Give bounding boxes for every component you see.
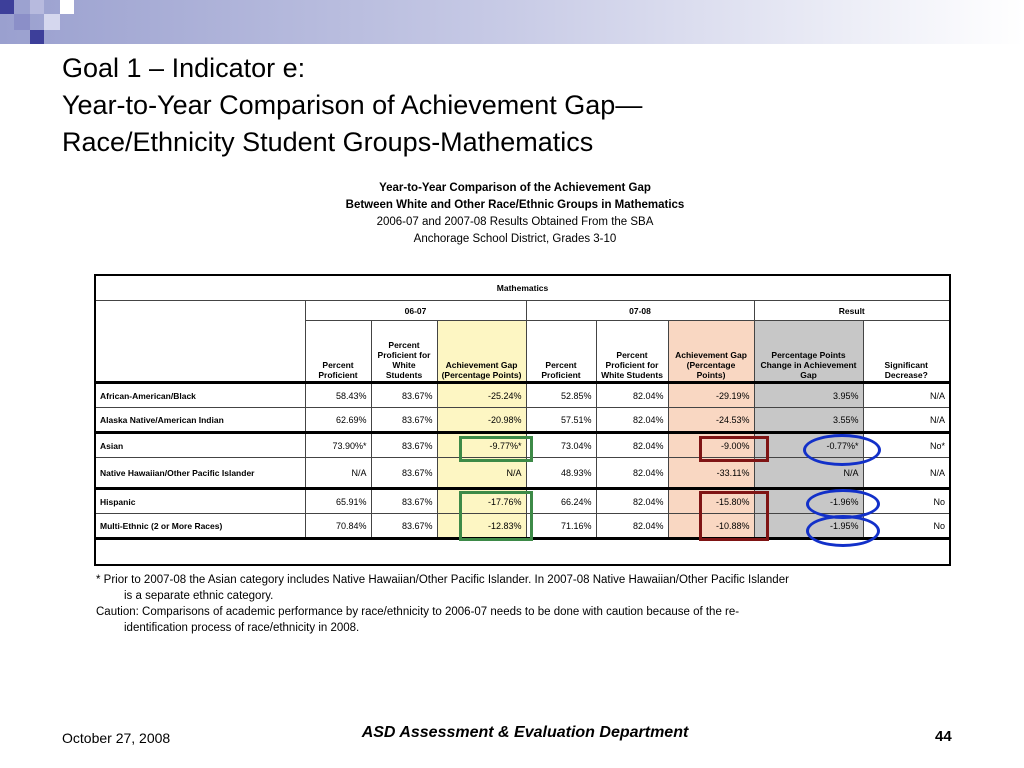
column-header: Percentage Points Change in Achievement Gap <box>754 321 863 383</box>
table-cell: -20.98% <box>437 408 526 433</box>
table-cell: 82.04% <box>596 408 668 433</box>
table-cell: 82.04% <box>596 514 668 539</box>
table-cell: 82.04% <box>596 433 668 458</box>
table-cell: -25.24% <box>437 383 526 408</box>
result-header: Result <box>754 301 950 321</box>
row-label: Asian <box>95 433 305 458</box>
column-header: Percent Proficient for White Students <box>596 321 668 383</box>
table-cell: 82.04% <box>596 383 668 408</box>
decorative-square <box>14 14 30 30</box>
table-cell: 71.16% <box>526 514 596 539</box>
table-cell: N/A <box>305 458 371 489</box>
table-cell: 82.04% <box>596 458 668 489</box>
note-caution: Caution: Comparisons of academic performance by race/ethnicity to 2006-07 needs to be done with caution because of the re- <box>96 606 740 618</box>
table-cell: 82.04% <box>596 489 668 514</box>
highlight-oval-blue <box>803 434 881 466</box>
table-cell: No* <box>863 433 950 458</box>
decorative-square <box>0 0 14 14</box>
footer-department: ASD Assessment & Evaluation Department <box>361 724 689 741</box>
caption-line-1: Year-to-Year Comparison of the Achievement Gap <box>379 182 651 194</box>
caption-line-2: Between White and Other Race/Ethnic Groups in Mathematics <box>345 199 685 211</box>
header-gradient-bar <box>0 0 1024 44</box>
table-cell: 73.90%* <box>305 433 371 458</box>
table-cell: -24.53% <box>668 408 754 433</box>
table-cell: -1.96% <box>754 489 863 514</box>
table-cell: 48.93% <box>526 458 596 489</box>
note-footnote-cont: is a separate ethnic category. <box>124 590 274 602</box>
table-cell: 62.69% <box>305 408 371 433</box>
column-header: Percent Proficient for White Students <box>371 321 437 383</box>
page-number: 44 <box>935 728 952 745</box>
decorative-square <box>30 0 44 14</box>
column-header: Significant Decrease? <box>863 321 950 383</box>
table-cell: N/A <box>754 458 863 489</box>
title-line-1: Goal 1 – Indicator e: <box>62 53 306 83</box>
table-cell: 83.67% <box>371 433 437 458</box>
table-cell: N/A <box>863 383 950 408</box>
caption-line-3: 2006-07 and 2007-08 Results Obtained From the SBA <box>376 216 654 228</box>
highlight-box-green <box>459 436 533 462</box>
column-header: Percent Proficient <box>305 321 371 383</box>
decorative-square <box>60 0 74 14</box>
table-cell: 70.84% <box>305 514 371 539</box>
table-cell: 73.04% <box>526 433 596 458</box>
decorative-square <box>44 14 60 30</box>
table-cell: -33.11% <box>668 458 754 489</box>
table-caption <box>260 180 770 248</box>
caption-line-4: Anchorage School District, Grades 3-10 <box>413 233 617 245</box>
group-name-header <box>95 301 305 383</box>
table-cell: -9.77%* <box>437 433 526 458</box>
table-row <box>95 383 950 408</box>
table-cell: No <box>863 514 950 539</box>
table-cell: -12.83% <box>437 514 526 539</box>
table-cell: 3.95% <box>754 383 863 408</box>
slide-title <box>62 50 962 161</box>
table-cell: 57.51% <box>526 408 596 433</box>
table-notes <box>96 572 956 636</box>
table-cell: -15.80% <box>668 489 754 514</box>
table-cell: 83.67% <box>371 408 437 433</box>
table-cell: No <box>863 489 950 514</box>
table-row <box>95 408 950 433</box>
table-cell: 58.43% <box>305 383 371 408</box>
table-cell: 83.67% <box>371 489 437 514</box>
row-label: Multi-Ethnic (2 or More Races) <box>95 514 305 539</box>
table-cell: 83.67% <box>371 383 437 408</box>
note-caution-cont: identification process of race/ethnicity in 2008. <box>124 622 360 634</box>
note-footnote: * Prior to 2007-08 the Asian category includes Native Hawaiian/Other Pacific Islander. In 2007-08 Native Hawaiian/Other Pacific Islander <box>96 574 789 586</box>
table-cell: -9.00% <box>668 433 754 458</box>
table-cell: 66.24% <box>526 489 596 514</box>
table-cell: 83.67% <box>371 514 437 539</box>
table-cell: 3.55% <box>754 408 863 433</box>
table-cell: N/A <box>863 408 950 433</box>
table-cell: 52.85% <box>526 383 596 408</box>
footer-date: October 27, 2008 <box>62 730 171 746</box>
table-cell: N/A <box>863 458 950 489</box>
year-06-07-header: 06-07 <box>305 301 526 321</box>
row-label: African-American/Black <box>95 383 305 408</box>
highlight-box-red <box>699 491 769 541</box>
title-line-3: Race/Ethnicity Student Groups-Mathematics <box>62 127 594 157</box>
table-cell: -10.88% <box>668 514 754 539</box>
highlight-box-green <box>459 491 533 541</box>
year-07-08-header: 07-08 <box>526 301 754 321</box>
table-cell: N/A <box>437 458 526 489</box>
table-cell: 65.91% <box>305 489 371 514</box>
title-line-2: Year-to-Year Comparison of Achievement Gap— <box>62 90 643 120</box>
table-cell: -17.76% <box>437 489 526 514</box>
row-label: Hispanic <box>95 489 305 514</box>
column-header: Percent Proficient <box>526 321 596 383</box>
table-cell: -29.19% <box>668 383 754 408</box>
column-header: Achievement Gap (Percentage Points) <box>437 321 526 383</box>
table-cell: -0.77%* <box>754 433 863 458</box>
row-label: Native Hawaiian/Other Pacific Islander <box>95 458 305 489</box>
table-cell: -1.95% <box>754 514 863 539</box>
table-cell: 83.67% <box>371 458 437 489</box>
decorative-square <box>30 30 44 44</box>
row-label: Alaska Native/American Indian <box>95 408 305 433</box>
highlight-oval-blue <box>806 515 880 547</box>
column-header: Achievement Gap (Percentage Points) <box>668 321 754 383</box>
highlight-box-red <box>699 436 769 462</box>
subject-header: Mathematics <box>95 275 950 301</box>
